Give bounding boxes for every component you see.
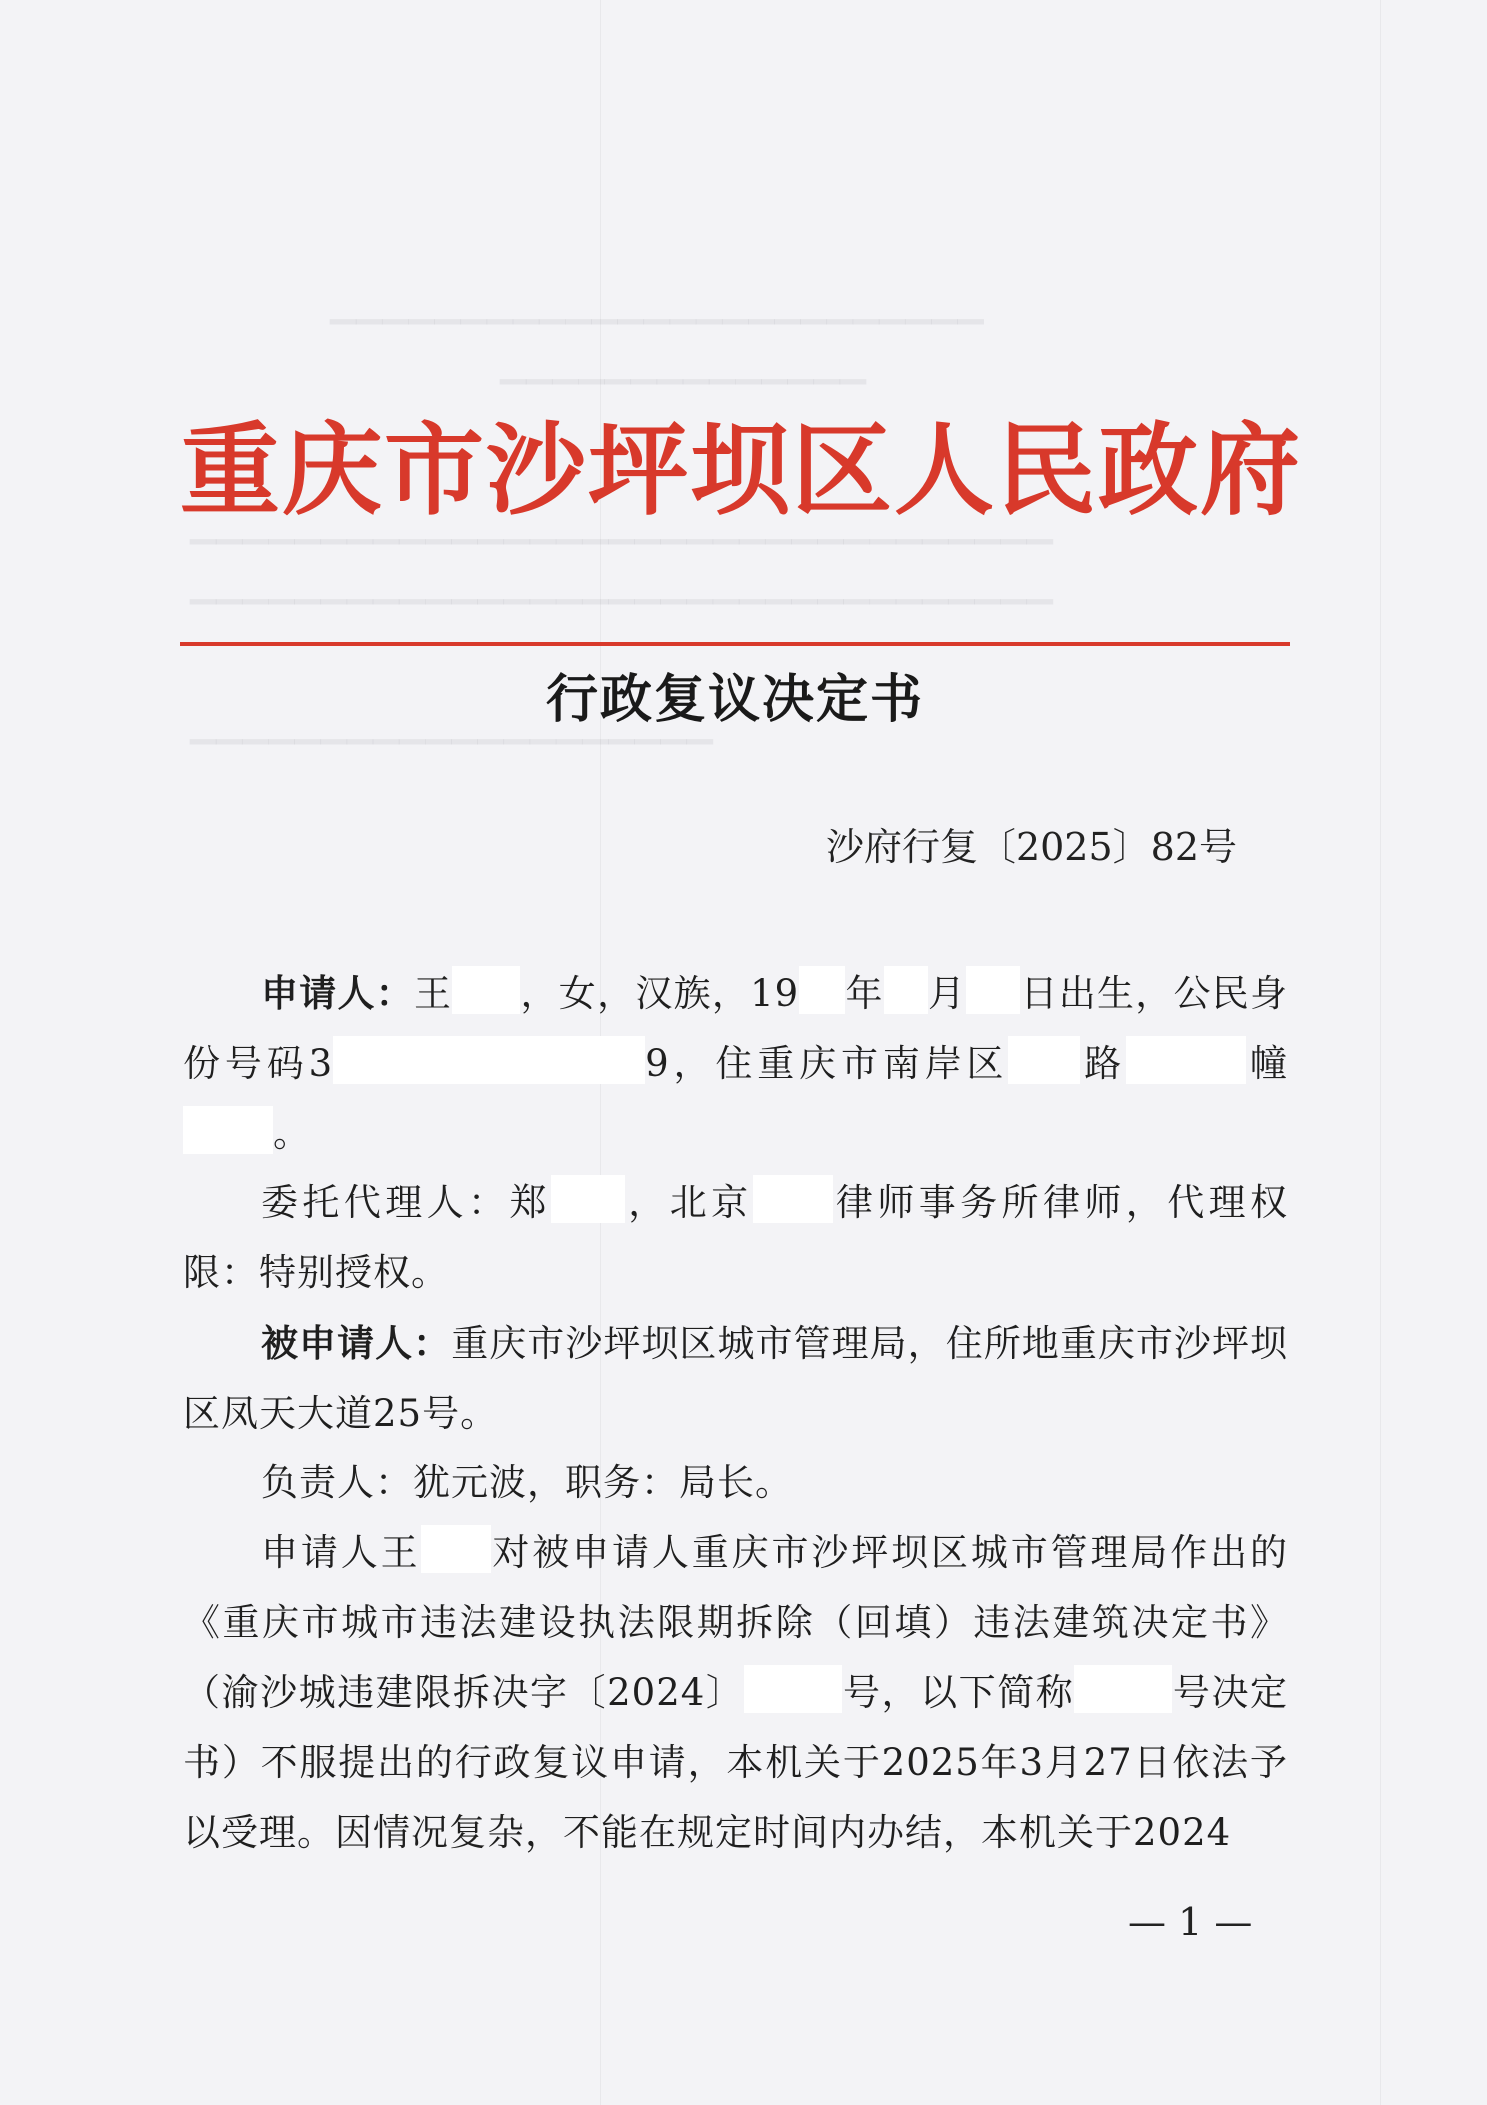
- case-text: 号决定书）不服提出的行政复议申请，本机关于2025年3月27日依法予以受理。因情况复杂，不能在规定时间内办结，本机关于2024: [183, 1671, 1289, 1854]
- redaction-box: [452, 966, 520, 1014]
- bleed-through-text: ▔▔▔▔▔▔▔▔▔▔▔▔▔▔▔▔▔▔▔▔▔▔▔▔▔: [330, 320, 984, 360]
- respondent-paragraph: [183, 1308, 1288, 1449]
- applicant-text: 月: [927, 972, 967, 1015]
- redaction-box: [1008, 1036, 1080, 1084]
- respondent-text: 重庆市沙坪坝区城市管理局，住所地重庆市沙坪坝区凤天大道25号。: [183, 1322, 1289, 1435]
- redaction-box: [753, 1175, 833, 1223]
- case-paragraph: [183, 1518, 1288, 1868]
- applicant-text: 。: [273, 1112, 311, 1155]
- bleed-through-text: ▔▔▔▔▔▔▔▔▔▔▔▔▔▔▔▔▔▔▔▔▔▔▔▔▔▔▔▔▔▔▔▔▔: [190, 600, 1053, 640]
- agent-text: ，北京: [624, 1181, 753, 1224]
- applicant-label: 申请人：: [261, 971, 415, 1015]
- document-number: 沙府行复〔2025〕82号: [825, 825, 1237, 869]
- redaction-box: [799, 966, 845, 1014]
- redaction-box: [884, 966, 928, 1014]
- agent-block: [183, 1168, 1288, 1308]
- applicant-text: 日出生，公民身份号码3: [183, 972, 1289, 1085]
- applicant-text: ，女，汉族，19: [520, 972, 800, 1015]
- case-text: 申请人王: [261, 1531, 421, 1574]
- redaction-box: [421, 1525, 491, 1573]
- document-title: 行政复议决定书: [545, 669, 924, 730]
- principal-paragraph: 负责人：犹元波，职务：局长。: [261, 1461, 793, 1504]
- redaction-box: [744, 1665, 842, 1713]
- case-text: 号，以下简称: [842, 1671, 1075, 1714]
- bleed-through-text: ▔▔▔▔▔▔▔▔▔▔▔▔▔▔: [500, 380, 867, 420]
- applicant-text: 路: [1080, 1042, 1127, 1085]
- redaction-box: [1126, 1036, 1246, 1084]
- bleed-through-text: ▔▔▔▔▔▔▔▔▔▔▔▔▔▔▔▔▔▔▔▔▔▔▔▔▔▔▔▔▔▔▔▔▔: [190, 540, 1053, 580]
- applicant-text: 9，住重庆市南岸区: [645, 1042, 1009, 1085]
- agent-paragraph: [183, 1168, 1288, 1308]
- applicant-text: 王: [414, 972, 453, 1015]
- redaction-box: [551, 1175, 625, 1223]
- respondent-label: 被申请人：: [261, 1321, 452, 1365]
- bleed-through-text: ▔▔▔▔▔▔▔▔▔▔▔▔▔▔▔▔▔▔▔▔: [190, 740, 713, 780]
- header-red-rule: [180, 642, 1290, 646]
- redaction-box: [966, 966, 1020, 1014]
- page-number: — 1 —: [1128, 1900, 1253, 1944]
- scan-fold-line: [1380, 0, 1381, 2105]
- applicant-block: [183, 958, 1288, 1169]
- issuing-authority-header: 重庆市沙坪坝区人民政府: [180, 411, 1302, 529]
- applicant-paragraph: [183, 958, 1288, 1169]
- redaction-box: [1074, 1665, 1172, 1713]
- redaction-box: [183, 1106, 273, 1154]
- redaction-box: [333, 1036, 645, 1084]
- principal-block: [183, 1448, 1288, 1518]
- respondent-block: [183, 1308, 1288, 1449]
- applicant-text: 年: [845, 972, 884, 1015]
- case-block: [183, 1518, 1288, 1868]
- applicant-text: 幢: [1246, 1042, 1289, 1085]
- agent-text: 律师事务所律师，代理权限：特别授权。: [183, 1181, 1289, 1294]
- agent-text: 委托代理人：郑: [261, 1181, 551, 1224]
- case-text: 对被申请人重庆市沙坪坝区城市管理局作出的《重庆市城市违法建设执法限期拆除（回填）违法建筑决定书》（渝沙城违建限拆决字〔2024〕: [183, 1531, 1288, 1714]
